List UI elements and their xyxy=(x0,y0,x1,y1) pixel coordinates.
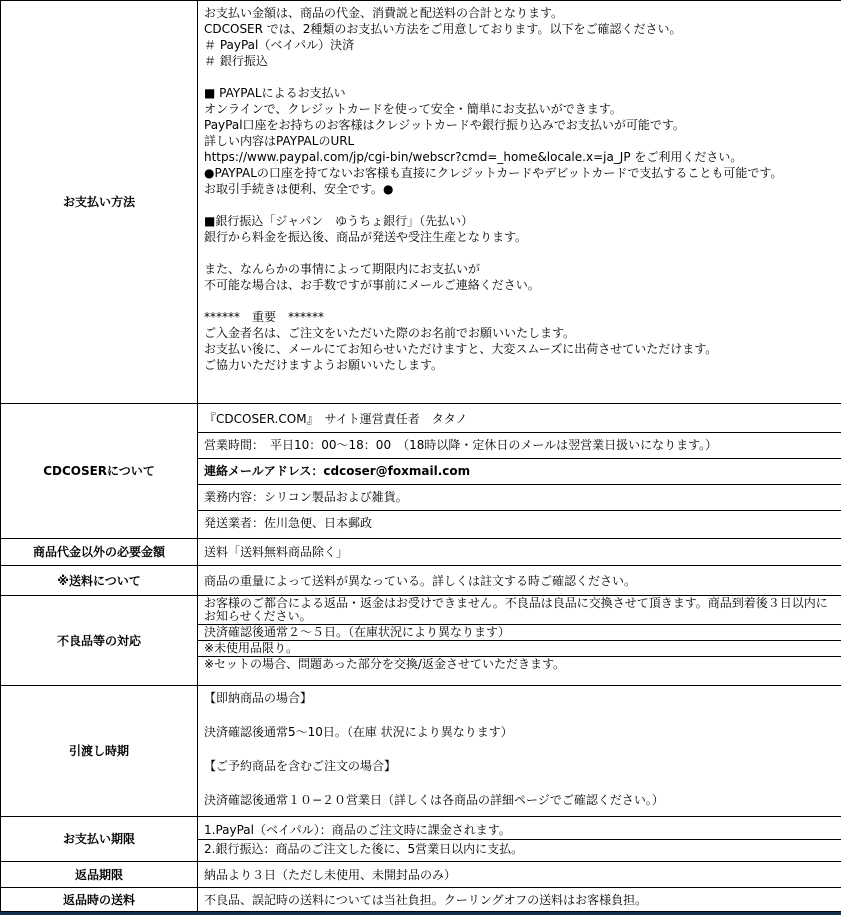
row-label-return-shipping-fee: 返品時の送料 xyxy=(1,888,198,912)
payment-deadline-content xyxy=(198,817,841,862)
return-deadline-text: 納品より３日（ただし未使用、未開封品のみ） xyxy=(198,865,841,885)
business-description-text: 業務内容：シリコン製品および雑貨。 xyxy=(198,485,841,511)
shipping-fee-content xyxy=(198,566,841,596)
text-line: ＃ PayPal（ベイパル）決済 xyxy=(204,37,835,53)
row-return-deadline xyxy=(1,862,841,888)
blank-line xyxy=(204,775,835,792)
set-exchange-text: ※セットの場合、問題あった部分を交換/返金させていただきます。 xyxy=(198,657,841,672)
row-payment-method xyxy=(1,1,841,404)
business-hours-text: 営業時間： 平日10：00〜18：00 （18時以降・定休日のメールは翌営業日扱いになります。） xyxy=(198,433,841,459)
text-line: PayPal口座をお持ちのお客様はクレジットカードや銀行振り込みでお支払いが可能です。 xyxy=(204,117,835,133)
bank-deadline-text: 2.銀行振込：商品のご注文した後に、5営業日以内に支払。 xyxy=(198,840,841,858)
row-shipping-fee xyxy=(1,566,841,596)
exchange-time-text: 決済確認後通常２〜５日。（在庫状況により異なります） xyxy=(198,625,841,641)
blank-line xyxy=(204,69,835,85)
contact-email-text: 連絡メールアドレス：cdcoser@foxmail.com xyxy=(198,459,841,485)
text-line: お支払い後に、メールにてお知らせいただけますと、大変スムーズに出荷させていただけます。 xyxy=(204,341,835,357)
about-cdcoser-content xyxy=(198,404,841,539)
row-about-cdcoser xyxy=(1,404,841,539)
row-label-shipping-fee: ※送料について xyxy=(1,566,198,596)
text-line: ＃ 銀行振込 xyxy=(204,53,835,69)
delivery-period-content xyxy=(198,686,841,817)
blank-line xyxy=(204,245,835,261)
payment-method-content xyxy=(198,1,841,404)
text-line: お取引手続きは便利、安全です。● xyxy=(204,181,835,197)
return-policy-text: お客様のご都合による返品・返金はお受けできません。不良品は良品に交換させて頂きます。商品到着後３日以内にお知らせください。 xyxy=(198,596,841,625)
text-line: 銀行から料金を振込後、商品が発送や受注生産となります。 xyxy=(204,229,835,245)
site-operator-text: 『CDCOSER.COM』 サイト運営責任者 タタノ xyxy=(198,407,841,433)
shipping-carriers-text: 発送業者：佐川急便、日本郵政 xyxy=(198,511,841,536)
text-line: ■ PAYPALによるお支払い xyxy=(204,85,835,101)
text-line: お支払い金額は、商品の代金、消費説と配送料の合計となります。 xyxy=(204,5,835,21)
row-label-payment-method: お支払い方法 xyxy=(1,1,198,404)
row-label-delivery-period: 引渡し時期 xyxy=(1,686,198,817)
text-line: オンラインで、クレジットカードを使って安全・簡単にお支払いができます。 xyxy=(204,101,835,117)
text-line: CDCOSER では、2種類のお支払い方法をご用意しております。以下をご確認ください。 xyxy=(204,21,835,37)
row-extra-charges xyxy=(1,539,841,566)
row-label-payment-deadline: お支払い期限 xyxy=(1,817,198,862)
text-line: また、なんらかの事情によって期限内にお支払いが xyxy=(204,261,835,277)
text-line: ****** 重要 ****** xyxy=(204,309,835,325)
row-label-defective-items: 不良品等の対応 xyxy=(1,596,198,686)
text-line: ■銀行振込「ジャパン ゆうちょ銀行」（先払い） xyxy=(204,213,835,229)
text-line: 【即納商品の場合】 xyxy=(204,690,835,707)
blank-line xyxy=(204,741,835,758)
unused-only-text: ※未使用品限り。 xyxy=(198,641,841,657)
return-shipping-fee-text: 不良品、誤記時の送料については当社負担。クーリングオフの送料はお客様負担。 xyxy=(198,890,841,910)
extra-charges-content xyxy=(198,539,841,566)
text-line: 不可能な場合は、お手数ですが事前にメールご連絡ください。 xyxy=(204,277,835,293)
row-label-return-deadline: 返品期限 xyxy=(1,862,198,888)
text-line: 決済確認後通常5〜10日。（在庫 状況により異なります） xyxy=(204,724,835,741)
row-return-shipping-fee xyxy=(1,888,841,912)
shipping-fee-note-text: 送料「送料無料商品除く」 xyxy=(198,542,841,562)
return-deadline-content xyxy=(198,862,841,888)
text-line: ご協力いただけますようお願いいたします。 xyxy=(204,357,835,373)
row-defective-items xyxy=(1,596,841,686)
text-line: 詳しい内容はPAYPALのURL xyxy=(204,133,835,149)
text-line: ●PAYPALの口座を持てないお客様も直接にクレジットカードやデビットカードで支払することも可能です。 xyxy=(204,165,835,181)
row-label-extra-charges: 商品代金以外の必要金額 xyxy=(1,539,198,566)
text-line: ご入金者名は、ご注文をいただいた際のお名前でお願いいたします。 xyxy=(204,325,835,341)
shipping-fee-detail-text: 商品の重量によって送料が異なっている。詳しくは註文する時ご確認ください。 xyxy=(198,571,841,591)
row-payment-deadline xyxy=(1,817,841,862)
paypal-url-text: https://www.paypal.com/jp/cgi-bin/webscr?cmd=_home&locale.x=ja_JP をご利用ください。 xyxy=(204,149,835,165)
blank-line xyxy=(204,197,835,213)
return-shipping-fee-content xyxy=(198,888,841,912)
blank-line xyxy=(204,707,835,724)
paypal-deadline-text: 1.PayPal（ベイパル）：商品のご注文時に課金されます。 xyxy=(198,821,841,840)
text-line: 【ご予約商品を含むご注文の場合】 xyxy=(204,758,835,775)
row-label-about-cdcoser: CDCOSERについて xyxy=(1,404,198,539)
text-line: 決済確認後通常１０−２０営業日（詳しくは各商品の詳細ページでご確認ください。） xyxy=(204,792,835,809)
row-delivery-period xyxy=(1,686,841,817)
blank-line xyxy=(204,293,835,309)
defective-items-content xyxy=(198,596,841,686)
